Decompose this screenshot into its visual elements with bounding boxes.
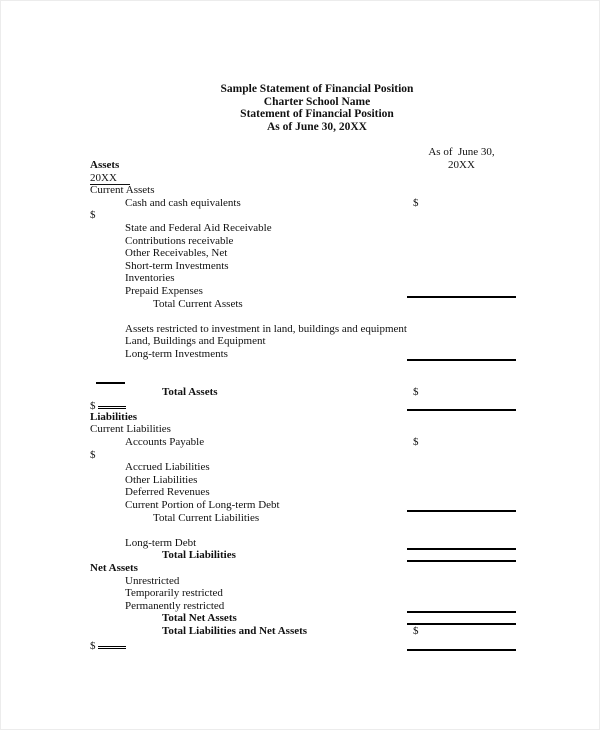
amount-underline: [407, 348, 516, 361]
dollar-sign: $: [413, 385, 419, 398]
row-label: Unrestricted: [125, 574, 180, 587]
row-label: Net Assets: [90, 561, 138, 574]
spacer-row: [90, 310, 544, 323]
statement-row: [90, 587, 544, 600]
amount-underline: [407, 638, 516, 651]
statement-row: [90, 562, 544, 575]
row-label: Other Receivables, Net: [125, 247, 228, 260]
row-label: Deferred Revenues: [125, 486, 210, 499]
statement-row: [90, 247, 544, 260]
document-title-line2: Charter School Name: [263, 95, 371, 108]
spacer-row: [90, 146, 544, 159]
amount-underline: [407, 537, 516, 550]
statement-row: [90, 285, 544, 298]
row-label: Liabilities: [90, 410, 138, 423]
statement-row: [90, 638, 544, 651]
row-label: Prepaid Expenses: [125, 284, 203, 297]
statement-row: [90, 386, 544, 399]
row-label: Permanently restricted: [125, 599, 225, 612]
statement-row: [90, 549, 544, 562]
statement-row: [90, 461, 544, 474]
statement-row: [90, 335, 544, 348]
statement-row: [90, 600, 544, 613]
column-date-header: As of June 30,: [428, 146, 495, 159]
statement-row: [90, 298, 544, 311]
statement-row: [90, 323, 544, 336]
statement-row: [90, 398, 544, 411]
row-label: State and Federal Aid Receivable: [125, 221, 272, 234]
row-label: Cash and cash equivalents: [125, 196, 241, 209]
row-label: Long-term Debt: [125, 536, 197, 549]
statement-row: [90, 423, 544, 436]
row-label: Other Liabilities: [125, 473, 198, 486]
statement-row: [90, 575, 544, 588]
row-label: $: [90, 639, 96, 652]
amount-underline: [407, 499, 516, 512]
statement-rows: [90, 146, 544, 650]
document-title-line3: Statement of Financial Position: [240, 108, 394, 121]
row-label: Total Current Liabilities: [153, 511, 260, 524]
row-label: Assets: [90, 158, 120, 171]
statement-row: [90, 348, 544, 361]
row-label: Total Liabilities and Net Assets: [162, 624, 308, 637]
amount-field: [407, 436, 516, 447]
dollar-sign: $: [413, 196, 419, 209]
statement-row: [90, 159, 544, 172]
row-label: $: [90, 209, 96, 222]
dollar-sign: $: [413, 436, 419, 449]
row-label: 20XX: [90, 172, 130, 186]
statement-row: [90, 512, 544, 525]
document-title-block: [90, 83, 544, 133]
statement-row: [90, 209, 544, 222]
statement-row: [90, 449, 544, 462]
statement-row: [90, 222, 544, 235]
statement-row: [90, 411, 544, 424]
amount-field: [407, 625, 516, 636]
row-label: Current Liabilities: [90, 423, 171, 436]
row-label: Total Current Assets: [153, 297, 243, 310]
row-label: $: [90, 448, 96, 461]
document-title-line1: Sample Statement of Financial Position: [220, 83, 414, 95]
row-label: Total Net Assets: [162, 612, 237, 625]
statement-row: [90, 235, 544, 248]
row-label: $: [90, 400, 96, 413]
row-label: Accrued Liabilities: [125, 461, 210, 474]
statement-row: [90, 184, 544, 197]
row-label: Inventories: [125, 272, 175, 285]
row-label: Contributions receivable: [125, 234, 234, 247]
amount-underline: [407, 398, 516, 411]
amount-field: [407, 386, 516, 397]
row-label: Total Assets: [162, 385, 218, 398]
statement-row: [90, 172, 544, 185]
amount-field: [407, 197, 516, 208]
statement-row: [90, 486, 544, 499]
row-label: Temporarily restricted: [125, 587, 223, 600]
double-total-rule: [98, 638, 126, 649]
row-label: Total Liabilities: [162, 549, 236, 562]
column-date-header: 20XX: [448, 158, 475, 171]
statement-row: [90, 272, 544, 285]
double-total-rule: [98, 398, 126, 409]
amount-underline: [407, 612, 516, 625]
statement-row: [90, 474, 544, 487]
statement-row: [90, 537, 544, 550]
row-label: Current Portion of Long-term Debt: [125, 499, 280, 511]
statement-row: [90, 612, 544, 625]
spacer-row: [90, 524, 544, 537]
row-label: Long-term Investments: [125, 347, 228, 360]
row-label: Assets restricted to investment in land, buildings and equipment: [125, 322, 407, 335]
amount-underline: [407, 285, 516, 298]
statement-row: [90, 436, 544, 449]
document-title-line4: As of June 30, 20XX: [267, 120, 367, 133]
row-label: Current Assets: [90, 184, 155, 197]
row-label: Land, Buildings and Equipment: [125, 335, 266, 348]
spacer-row: [90, 373, 544, 386]
blank-amount-rule: [96, 373, 125, 384]
dollar-sign: $: [413, 624, 419, 637]
amount-underline: [407, 549, 516, 562]
statement-row: [90, 260, 544, 273]
statement-row: [90, 197, 544, 210]
spacer-row: [90, 360, 544, 373]
statement-row: [90, 625, 544, 638]
statement-row: [90, 499, 544, 512]
row-label: Short-term Investments: [125, 259, 229, 272]
row-label: Accounts Payable: [125, 436, 205, 449]
document-content: [90, 83, 544, 650]
amount-underline: [407, 600, 516, 613]
